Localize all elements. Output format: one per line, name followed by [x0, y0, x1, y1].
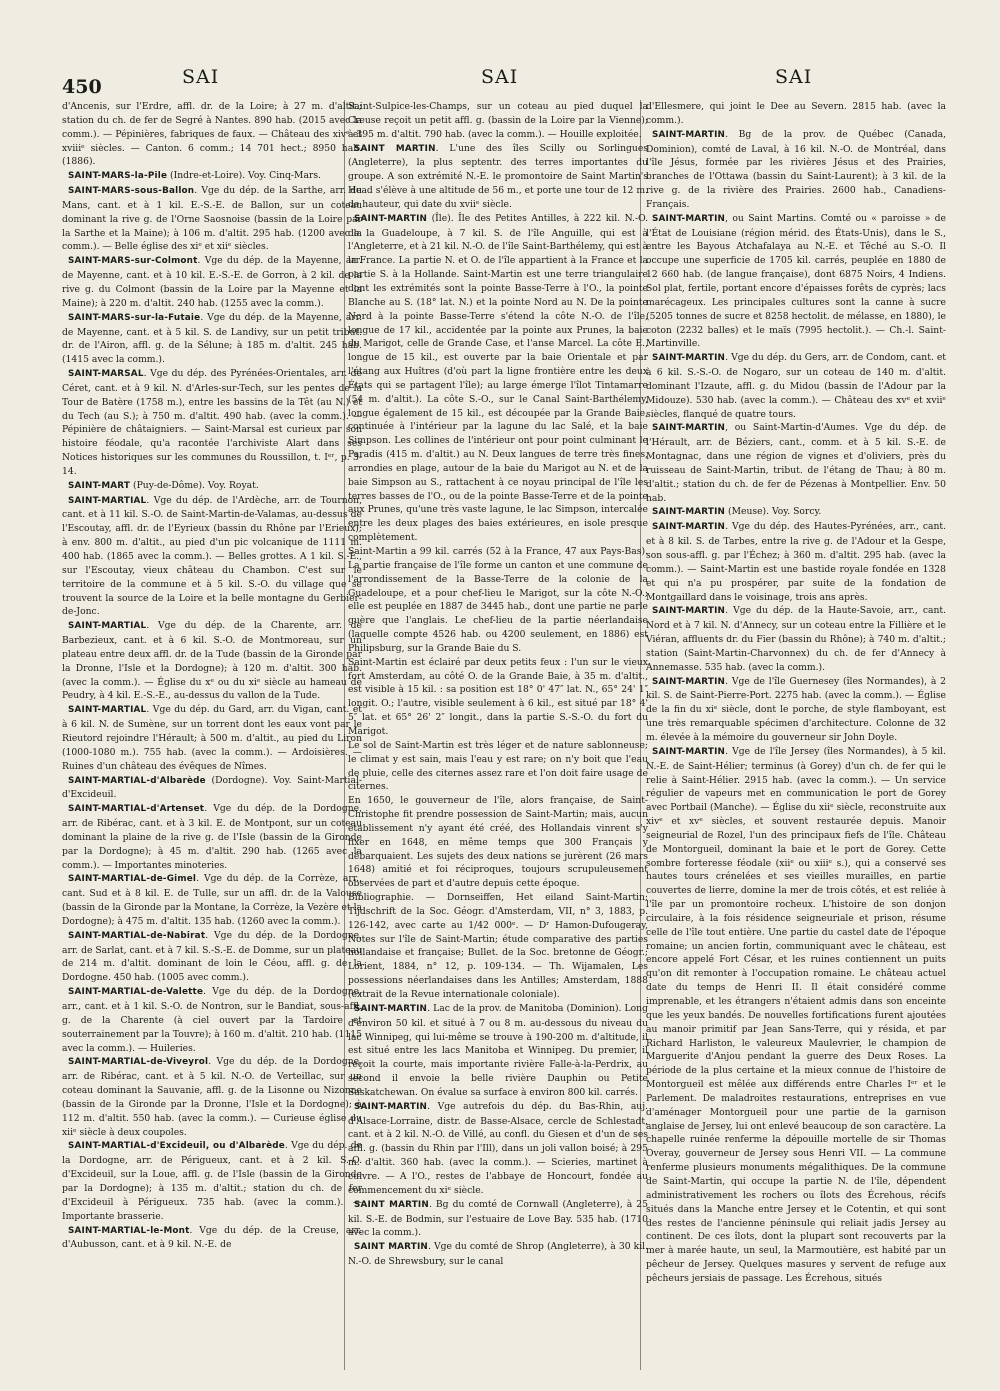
dictionary-entry [646, 351, 946, 421]
dictionary-entry [646, 520, 946, 604]
entry-headword: SAINT-MARS-sur-la-Futaie [68, 312, 201, 323]
dictionary-entry [646, 505, 946, 520]
entry-text: . Vge de l'île Guernesey (îles Normandes), à 2 kil. S. de Saint-Pierre-Port. 2275 hab. (avec la comm.). — Église de la fin du xiᵉ siècle, dont le porche, de style flamboyant, est une très remarquable spécimen d'architecture. Colonne de 32 m. élevée à la mémoire du gouverneur sir John Doyle. [646, 675, 946, 743]
entry-headword: SAINT-MARTIN [652, 522, 726, 533]
entry-headword: SAINT-MARTIN [652, 606, 726, 617]
entry-text: . Vge du dép. de la Corrèze, arr., cant. Sud et à 8 kil. E. de Tulle, sur un affl. dr. de la Valouse (bassin de la Gironde par la Montane, la Corrèze, la Vezère et la Dordogne); à 475 m. d'altit. 135 hab. (1260 avec la comm.). [62, 873, 362, 927]
text-column-3 [646, 100, 946, 1375]
entry-text: . Vge du dép. de la Creuse, arr. d'Aubusson, cant. et à 9 kil. N.-E. de [62, 1224, 362, 1251]
entry-headword: SAINT-MARTIAL-de-Gimel [68, 874, 197, 885]
dictionary-entry [62, 703, 362, 773]
entry-text: (Île). Île des Petites Antilles, à 222 kil. N.-O. de la Guadeloupe, à 7 kil. S. de l'île Anguille, qui est à l'Angleterre, et à 21 kil. N.-O. de l'île Saint-Barthélemy, qui est à la France. La partie N. et O. de l'île appartient à la France et la partie S. à la Hollande. Saint-Martin est une terre triangulaire dont les extrémités sont la pointe Basse-Terre à l'O., la pointe Blanche au S. (18° lat. N.) et la pointe Nord au N. De la pointe Nord à la pointe Basse-Terre s'étend la côte N.-O. de l'île, longue de 17 kil., accidentée par la pointe aux Prunes, la baie du Marigot, celle de Grande Case, et l'anse Marcel. La côte E., longue de 15 kil., est ouverte par la baie Orientale et par l'étang aux Huîtres (d'où part la ligne frontière entre les deux États qui se partagent l'île); au large émerge l'îlot Tintamarre (54 m. d'altit.). La côte S.-O., sur le Canal Saint-Barthélemy, longue également de 15 kil., est découpée par la Grande Baie, continuée à l'intérieur par la lagune du lac Salé, et la baie Simpson. Les collines de l'intérieur ont pour point culminant le Paradis (415 m. d'altit.) au N. Deux langues de terre très fines, arrondies en plage, autour de la baie du Marigot au N. et de la baie Simpson au S., rattachent à ce noyau principal de l'île les terres basses de l'O., ou de la pointe Basse-Terre et de la pointe aux Prunes, qu'une très vaste lagune, le lac Simpson, intercalée entre les deux plages des baies extérieures, en isole presque complètement. [348, 212, 648, 544]
entry-text: . Vge du dép. de la Mayenne, arr. de Mayenne, cant. et à 10 kil. E.-S.-E. de Gorron, à 2 kil. de la rive g. du Colmont (bassin de la Loire par la Mayenne et la Maine); à 220 m. d'altit. 240 hab. (1255 avec la comm.). [62, 255, 362, 309]
entry-headword: SAINT-MARTIN [652, 353, 726, 364]
running-head-right: SAI [775, 66, 813, 88]
entry-paragraph [348, 891, 648, 1002]
entry-text: d'Ellesmere, qui joint le Dee au Severn. 2815 hab. (avec la comm.). [646, 101, 946, 126]
entry-paragraph [348, 794, 648, 891]
entry-headword: SAINT-MARTIAL-d'Albarède [68, 775, 206, 786]
running-head-center: SAI [481, 66, 519, 88]
entry-headword: SAINT-MARTIN [652, 507, 726, 518]
entry-headword: SAINT-MART [68, 480, 131, 491]
entry-headword: SAINT-MARTIAL [68, 705, 147, 716]
dictionary-entry [646, 745, 946, 1286]
entry-text: . Vge du dép. de la Dordogne, arr. de Sarlat, cant. et à 7 kil. S.-S.-E. de Domme, sur un plateau de 214 m. d'altit. dominant de loin le Céou, affl. g. de la Dordogne. 450 hab. (1005 avec comm.). [62, 929, 362, 984]
dictionary-entry [348, 1002, 648, 1100]
running-head-left: SAI [182, 66, 220, 88]
dictionary-entry [348, 1240, 648, 1269]
entry-text: . Bg du comté de Cornwall (Angleterre), à 25 kil. S.-E. de Bodmin, sur l'estuaire de Love Bay. 535 hab. (1710 avec la comm.). [348, 1198, 648, 1239]
entry-text: Le sol de Saint-Martin est très léger et de nature sablonneuse; le climat y est sain, mais l'eau y est rare; on n'y boit que l'eau de pluie, celle des citernes assez rare et l'on doit faire usage de citernes. [348, 739, 648, 793]
dictionary-entry [62, 479, 362, 494]
entry-text: . Bg de la prov. de Québec (Canada, Dominion), comté de Laval, à 16 kil. N.-O. de Montréal, dans l'île Jésus, formée par les rivières Jésus et des Prairies, branches de l'Ottawa (bassin du Saint-Laurent); à 3 kil. de la rive g. de la rivière des Prairies. 2600 hab., Canadiens-Français. [646, 128, 946, 210]
entry-headword: SAINT-MARTIAL [68, 495, 147, 506]
entry-paragraph [348, 656, 648, 739]
entry-headword: SAINT-MARTIAL-d'Artenset [68, 804, 205, 815]
entry-text: . Vge du dép. du Gard, arr. du Vigan, cant. et à 6 kil. N. de Sumène, sur un torrent dont les eaux vont par le Rieutord rejoindre l'Hérault; à 500 m. d'altit., au pied du Liron (1000-1080 m.). 755 hab. (avec la comm.). — Ardoisières. — Ruines d'un château des évêques de Nîmes. [62, 704, 362, 772]
dictionary-entry [62, 872, 362, 928]
entry-text: . Vge du dép. de l'Ardèche, arr. de Tournon, cant. et à 11 kil. S.-O. de Saint-Martin-de-Valamas, au-dessus de l'Escoutay, affl. dr. de l'Eyrieux (bassin du Rhône par l'Erieux); à env. 800 m. d'altit., au pied d'un pic volcanique de 1111 m. 400 hab. (1865 avec la comm.). — Belles grottes. A 1 kil. S.-E., sur l'Escoutay, vieux château du Chambon. C'est sur le territoire de la commune et à 5 kil. S.-O. du village que se trouvent la source de la Loire et la belle montagne du Gerbier-de-Jonc. [62, 494, 362, 618]
dictionary-entry [62, 802, 362, 872]
entry-text: (Puy-de-Dôme). Voy. Royat. [130, 479, 259, 491]
dictionary-entry [62, 169, 362, 184]
dictionary-entry [646, 212, 946, 351]
entry-text: . Vge du dép. de la Dordogne, arr. de Périgueux, cant. et à 2 kil. S.-O. d'Excideuil, sur la Loue, affl. g. de l'Isle (bassin de la Gironde par la Dordogne); à 135 m. d'altit.; station du ch. de fer d'Excideuil à Périgueux. 735 hab. (avec la comm.). — Importante brasserie. [62, 1140, 362, 1222]
dictionary-entry [62, 1055, 362, 1139]
entry-headword: SAINT-MARTIN [652, 213, 726, 224]
entry-headword: SAINT-MARTIAL [68, 621, 147, 632]
dictionary-entry [646, 421, 946, 505]
entry-headword: SAINT-MARS-sous-Ballon [68, 186, 195, 197]
page-header [0, 60, 1000, 100]
entry-text: . Vge du dép. du Gers, arr. de Condom, cant. et à 6 kil. S.-S.-O. de Nogaro, sur un coteau de 140 m. d'altit. dominant l'Izaute, affl. g. du Midou (bassin de l'Adour par la Midouze). 530 hab. (avec la comm.). — Château des xvᵉ et xviiᵉ siècles, flanqué de quatre tours. [646, 352, 946, 420]
entry-text: . Vge du dép. de la Haute-Savoie, arr., cant. Nord et à 7 kil. N. d'Annecy, sur un coteau entre la Fillière et le Viéran, affluents dr. du Fier (bassin du Rhône); à 740 m. d'altit.; station (Saint-Martin-Charvonnex) du ch. de fer d'Annecy à Annemasse. 535 hab. (avec la comm.). [646, 605, 946, 673]
entry-text: . Vge du dép. de la Sarthe, arr. du Mans, cant. et à 1 kil. E.-S.-E. de Ballon, sur un coteau dominant la rive g. de l'Orne Saosnoise (bassin de la Loire par la Sarthe et la Maine); à 106 m. d'altit. 295 hab. (1200 avec la comm.). — Belle église des xiᵉ et xiiᵉ siècles. [62, 185, 362, 253]
entry-text: . Vge du dép. des Hautes-Pyrénées, arr., cant. et à 8 kil. S. de Tarbes, entre la rive g. de l'Adour et la Gespe, son sous-affl. g. par l'Échez; à 360 m. d'altit. 295 hab. (avec la comm.). — Saint-Martin est une bastide royale fondée en 1328 et qui n'a pu prospérer, par suite de la fondation de Montgaillard dans le voisinage, trois ans après. [646, 521, 946, 603]
entry-headword: SAINT-MARTIN [652, 746, 726, 757]
entry-text: . L'une des îles Scilly ou Sorlingues (Angleterre), la plus septentr. des terres importantes du groupe. A son extrémité N.-E. le promontoire de Saint Martin's Head s'élève à une altitude de 56 m., et porte une tour de 12 m. de hauteur, qui date du xviiᵉ siècle. [348, 142, 648, 210]
dictionary-entry [646, 604, 946, 674]
entry-headword: SAINT MARTIN [354, 1242, 428, 1253]
dictionary-entry [62, 254, 362, 310]
entry-text: . Vge du dép. de la Dordogne, arr., cant. et à 1 kil. S.-O. de Nontron, sur le Bandiat, sous-affl. g. de la Charente (à ciel ouvert par la Tardoire et souterrainement par la Touvre); à 160 m. d'altit. 210 hab. (1115 avec la comm.). — Huileries. [62, 986, 362, 1054]
entry-text: (Meuse). Voy. Sorcy. [725, 506, 822, 518]
dictionary-entry [62, 494, 362, 620]
entry-headword: SAINT-MARTIAL-de-Valette [68, 987, 204, 998]
entry-text: (Dordogne). Voy. Saint-Martial-d'Excideuil. [62, 774, 362, 801]
text-column-2 [348, 100, 648, 1375]
dictionary-entry [62, 1139, 362, 1223]
entry-paragraph [348, 739, 648, 794]
dictionary-entry [62, 367, 362, 479]
dictionary-entry [348, 212, 648, 545]
dictionary-entry [62, 619, 362, 703]
entry-text: En 1650, le gouverneur de l'île, alors française, de Saint-Christophe fit prendre possession de Saint-Martin; mais, aucun établissement n'y ayant été créé, des Hollandais vinrent s'y fixer en 1648, en même temps que 300 Français y débarquaient. Les sujets des deux nations se jurèrent (26 mars 1648) amitié et foi réciproques, toujours scrupuleusement observées de part et d'autre depuis cette époque. [348, 795, 648, 890]
entry-headword: SAINT MARTIN [354, 1199, 429, 1210]
page-number: 450 [62, 76, 102, 98]
entry-headword: SAINT-MARTIAL-le-Mont [68, 1225, 190, 1236]
entry-headword: SAINT-MARS-sur-Colmont [68, 256, 198, 267]
entry-paragraph [348, 545, 648, 656]
dictionary-entry [348, 142, 648, 212]
dictionary-entry [62, 311, 362, 367]
dictionary-entry [348, 1100, 648, 1198]
entry-text: Bibliographie. — Dornseiffen, Het eiland Saint-Martin; Tijdschrift de la Soc. Géogr. d'Amsterdam, VII, n° 3, 1883, p. 126-142, avec carte au 1/42 000ᵉ. — Dʳ Hamon-Dufougeray, Notes sur l'île de Saint-Martin; étude comparative des parties hollandaise et française; Bullet. de la Soc. bretonne de Géogr.; Lorient, 1884, n° 12, p. 109-134. — Th. Wijamalen, Les possessions néerlandaises dans les Antilles; Amsterdam, 1888 (extrait de la Revue internationale coloniale). [348, 892, 648, 1000]
entry-headword: SAINT-MARTIAL-de-Nabirat [68, 930, 206, 941]
dictionary-entry [646, 675, 946, 745]
entry-headword: SAINT-MARTIN [354, 1101, 428, 1112]
entry-headword: SAINT MARTIN [354, 143, 436, 154]
entry-headword: SAINT-MARTIAL-d'Excideuil, ou d'Albarède [68, 1141, 285, 1152]
dictionary-entry [62, 985, 362, 1055]
entry-text: (Indre-et-Loire). Voy. Cinq-Mars. [167, 170, 321, 182]
entry-paragraph [62, 100, 362, 169]
entry-headword: SAINT-MARS-la-Pile [68, 171, 168, 182]
entry-text: . Vge du dép. de la Charente, arr. de Barbezieux, cant. et à 6 kil. S.-O. de Montmoreau, sur un plateau entre deux affl. dr. de la Tude (bassin de la Gironde par la Dronne, l'Isle et la Dordogne); à 120 m. d'altit. 300 hab. (avec la comm.). — Église du xᵉ ou du xiᵉ siècle au hameau de Peudry, à 4 kil. E.-S.-E., au-dessus du vallon de la Tude. [62, 620, 362, 702]
entry-headword: SAINT-MARTIN [652, 423, 726, 434]
text-column-1 [62, 100, 362, 1375]
entry-headword: SAINT-MARTIN [354, 213, 428, 224]
entry-text: . Vge du dép. de la Dordogne, arr. de Ribérac, cant. et à 5 kil. N.-O. de Verteillac, sur un coteau dominant la Sauvanie, affl. g. de la Lisonne ou Nizonne (bassin de la Gironde par la Dronne, l'Isle et la Dordogne); à 112 m. d'altit. 550 hab. (avec la comm.). — Curieuse église du xiiᵉ siècle à deux coupoles. [62, 1056, 362, 1138]
entry-text: Saint-Martin a 99 kil. carrés (52 à la France, 47 aux Pays-Bas). La partie française de l'île forme un canton et une commune de l'arrondissement de la Basse-Terre de la colonie de la Guadeloupe, et a pour chef-lieu le Marigot, sur la côte N.-O.; elle est peuplée en 1887 de 3445 hab., dont une partie ne parle guère que l'anglais. Le chef-lieu de la partie néerlandaise (laquelle compte 4526 hab. ou 4200 seulement, en 1886) est Philipsburg, sur la Grande Baie du S. [348, 546, 648, 654]
dictionary-entry [62, 184, 362, 254]
dictionary-entry [62, 1224, 362, 1253]
entry-text: . Lac de la prov. de Manitoba (Dominion). Long d'environ 50 kil. et situé à 7 ou 8 m. au-dessous du niveau du lac Winnipeg, qui lui-même se trouve à 190-200 m. d'altitude, il est situé entre les lacs Manitoba et Winnipeg. Du premier, il reçoit la courte, mais importante rivière Falle-à-la-Perdrix, au second il envoie la belle rivière Dauphin ou Petite Saskatchewan. On évalue sa surface à environ 800 kil. carrés. [348, 1002, 648, 1098]
entry-text: Saint-Martin est éclairé par deux petits feux : l'un sur le vieux fort Amsterdam, au côté O. de la Grande Baie, à 35 m. d'altit., est visible à 15 kil. : sa position est 18° 0' 47″ lat. N., 65° 24' 1″ longit. O.; l'autre, visible seulement à 6 kil., est situé par 18° 4' 5″ lat. et 65° 26' 2″ longit., dans la partie S.-S.-O. du fort du Marigot. [348, 656, 648, 737]
entry-text: . Vge de l'île Jersey (îles Normandes), à 5 kil. N.-E. de Saint-Hélier; terminus (à Gorey) d'un ch. de fer qui le relie à Saint-Hélier. 2915 hab. (avec la comm.). — Un service régulier de vapeurs met en communication le port de Gorey avec Portbail (Manche). — Église du xiiᵉ siècle, reconstruite aux xivᵉ et xvᵉ siècles, et souvent restaurée depuis. Manoir seigneurial de Rozel, l'un des principaux fiefs de l'île. Château de Montorgueil, dominant la baie et le port de Gorey. Cette sombre forteresse féodale (xiiᵉ ou xiiiᵉ s.), qui a conservé ses hautes tours crénelées et ses vieilles murailles, en partie couvertes de lierre, domine la mer de trois côtés, et est reliée à l'île par un promontoire rocheux. L'histoire de son donjon circulaire, à la fois résidence seigneuriale et prison, résume celle de l'île tout entière. Une partie du castel date de l'époque romaine; un ancien fortin, communiquant avec le château, est encore appelé Fort César, et les ruines contiennent un puits qu'on dit remonter à l'occupation romaine. Le château actuel date du temps de Henri II. Il était considéré comme imprenable, et les étrangers n'étaient admis dans son enceinte que les yeux bandés. De nouvelles fortifications furent ajoutées au manoir primitif par Jean Sans-Terre, qui y résida, et par Richard Harliston, le valeureux Maulevrier, le champion de Marguerite d'Anjou pendant la guerre des Deux Roses. La période de la plus certaine et la mieux connue de l'histoire de Montorgueil est mêlée aux différends entre Charles Iᵉʳ et le Parlement. De maladroites restaurations, entreprises en vue d'aménager Montorgueil pour une partie de la garnison anglaise de Jersey, lui ont enlevé beaucoup de son caractère. La chapelle ruinée renferme la dépouille mortelle de sir Thomas Overay, gouverneur de Jersey sous Henri VII. — La commune renferme plusieurs monuments mégalithiques. De la commune de Saint-Martin, qui occupe la partie N. de l'île, dépendent administrativement les rochers ou îlots des Écrehous, récifs situés dans la Manche entre Jersey et le Cotentin, et qui sont des restes de l'ancienne péninsule qui reliait jadis Jersey au continent. De ces îlots, dont la plupart sont recouverts par la mer à marée haute, un seul, la Marmoutière, est habité par un pêcheur de Jersey. Quelques masures y servent de refuge aux pêcheurs jersiais de passage. Les Écrehous, situés [646, 745, 946, 1284]
entry-headword: SAINT-MARTIAL-de-Viveyrol [68, 1057, 209, 1068]
dictionary-entry [646, 128, 946, 212]
entry-text: . Vge du dép. de la Mayenne, arr. de Mayenne, cant. et à 5 kil. S. de Landivy, sur un petit tribut. dr. de l'Airon, affl. g. de la Sélune; à 185 m. d'altit. 245 hab. (1415 avec la comm.). [62, 311, 362, 366]
entry-paragraph [348, 100, 648, 142]
entry-text: . Vge du dép. de la Dordogne, arr. de Ribérac, cant. et à 3 kil. E. de Montpont, sur un coteau dominant la plaine de la rive g. de l'Isle (bassin de la Gironde par la Dordogne); à 45 m. d'altit. 290 hab. (1265 avec la comm.). — Importantes minoteries. [62, 803, 362, 871]
entry-text: Saint-Sulpice-les-Champs, sur un coteau au pied duquel la Creuse reçoit un petit affl. g. (bassin de la Loire par la Vienne); à 395 m. d'altit. 790 hab. (avec la comm.). — Houille exploitée. [348, 101, 648, 140]
entry-headword: SAINT-MARTIN [354, 1003, 428, 1014]
entry-text: . Vge du comté de Shrop (Angleterre), à 30 kil. N.-O. de Shrewsbury, sur le canal [348, 1241, 648, 1268]
entry-text: , ou Saint-Martin-d'Aumes. Vge du dép. de l'Hérault, arr. de Béziers, cant., comm. et à 5 kil. S.-E. de Montagnac, dans une région de vignes et d'oliviers, près du ruisseau de Saint-Martin, tribut. de l'étang de Thau; à 80 m. d'altit.; station du ch. de fer de Pézenas à Montpellier. Env. 50 hab. [646, 422, 946, 504]
entry-headword: SAINT-MARTIN [652, 129, 726, 140]
entry-text: d'Ancenis, sur l'Erdre, affl. dr. de la Loire; à 27 m. d'altit.; station du ch. de fer de Segré à Nantes. 890 hab. (2015 avec la comm.). — Pépinières, fabriques de faux. — Château des xivᵉ et xviiiᵉ siècles. — Canton. 6 comm.; 14 701 hect.; 8950 hab. (1886). [62, 101, 362, 168]
entry-headword: SAINT-MARTIN [652, 676, 726, 687]
entry-paragraph [646, 100, 946, 128]
entry-headword: SAINT-MARSAL [68, 369, 144, 380]
entry-text: . Vge autrefois du dép. du Bas-Rhin, auj. d'Alsace-Lorraine, distr. de Basse-Alsace, cercle de Schlestadt, cant. et à 2 kil. N.-O. de Villé, au confl. du Giesen et d'un de ses affl. g. (bassin du Rhin par l'Ill), dans un joli vallon boisé; à 295 m. d'altit. 360 hab. (avec la comm.). — Scieries, martinet à cuivre. — A l'O., restes de l'abbaye de Honcourt, fondée au commencement du xiᵉ siècle. [348, 1100, 648, 1196]
entry-text: , ou Saint Martins. Comté ou « paroisse » de l'État de Louisiane (région mérid. des États-Unis), dans le S., entre les Bayous Atchafalaya au N.-E. et Têché au S.-O. Il occupe une superficie de 1705 kil. carrés, peuplée en 1880 de 12 660 hab. (de langue française), dont 6875 Noirs, 4 Indiens. Sol plat, fertile, portant encore d'épaisses forêts de cyprès; lacs marécageux. Les principales cultures sont la canne à sucre (5205 tonnes de sucre et 8258 hectolit. de mélasse, en 1880), le coton (2232 balles) et le maïs (7995 hectolit.). — Ch.-l. Saint-Martinville. [646, 212, 946, 350]
dictionary-entry [348, 1198, 648, 1241]
entry-text: . Vge du dép. des Pyrénées-Orientales, arr. de Céret, cant. et à 9 kil. N. d'Arles-sur-Tech, sur les pentes de la Tour de Batère (1758 m.), entre les bassins de la Têt (au N.) et du Tech (au S.); à 750 m. d'altit. 490 hab. (avec la comm.). — Pépinière de châtaigniers. — Saint-Marsal est curieux par son histoire féodale, qu'a racontée l'archiviste Alart dans ses Notices historiques sur les communes du Roussillon, t. Iᵉʳ, p. 3-14. [62, 368, 362, 477]
dictionary-entry [62, 774, 362, 803]
dictionary-entry [62, 929, 362, 985]
